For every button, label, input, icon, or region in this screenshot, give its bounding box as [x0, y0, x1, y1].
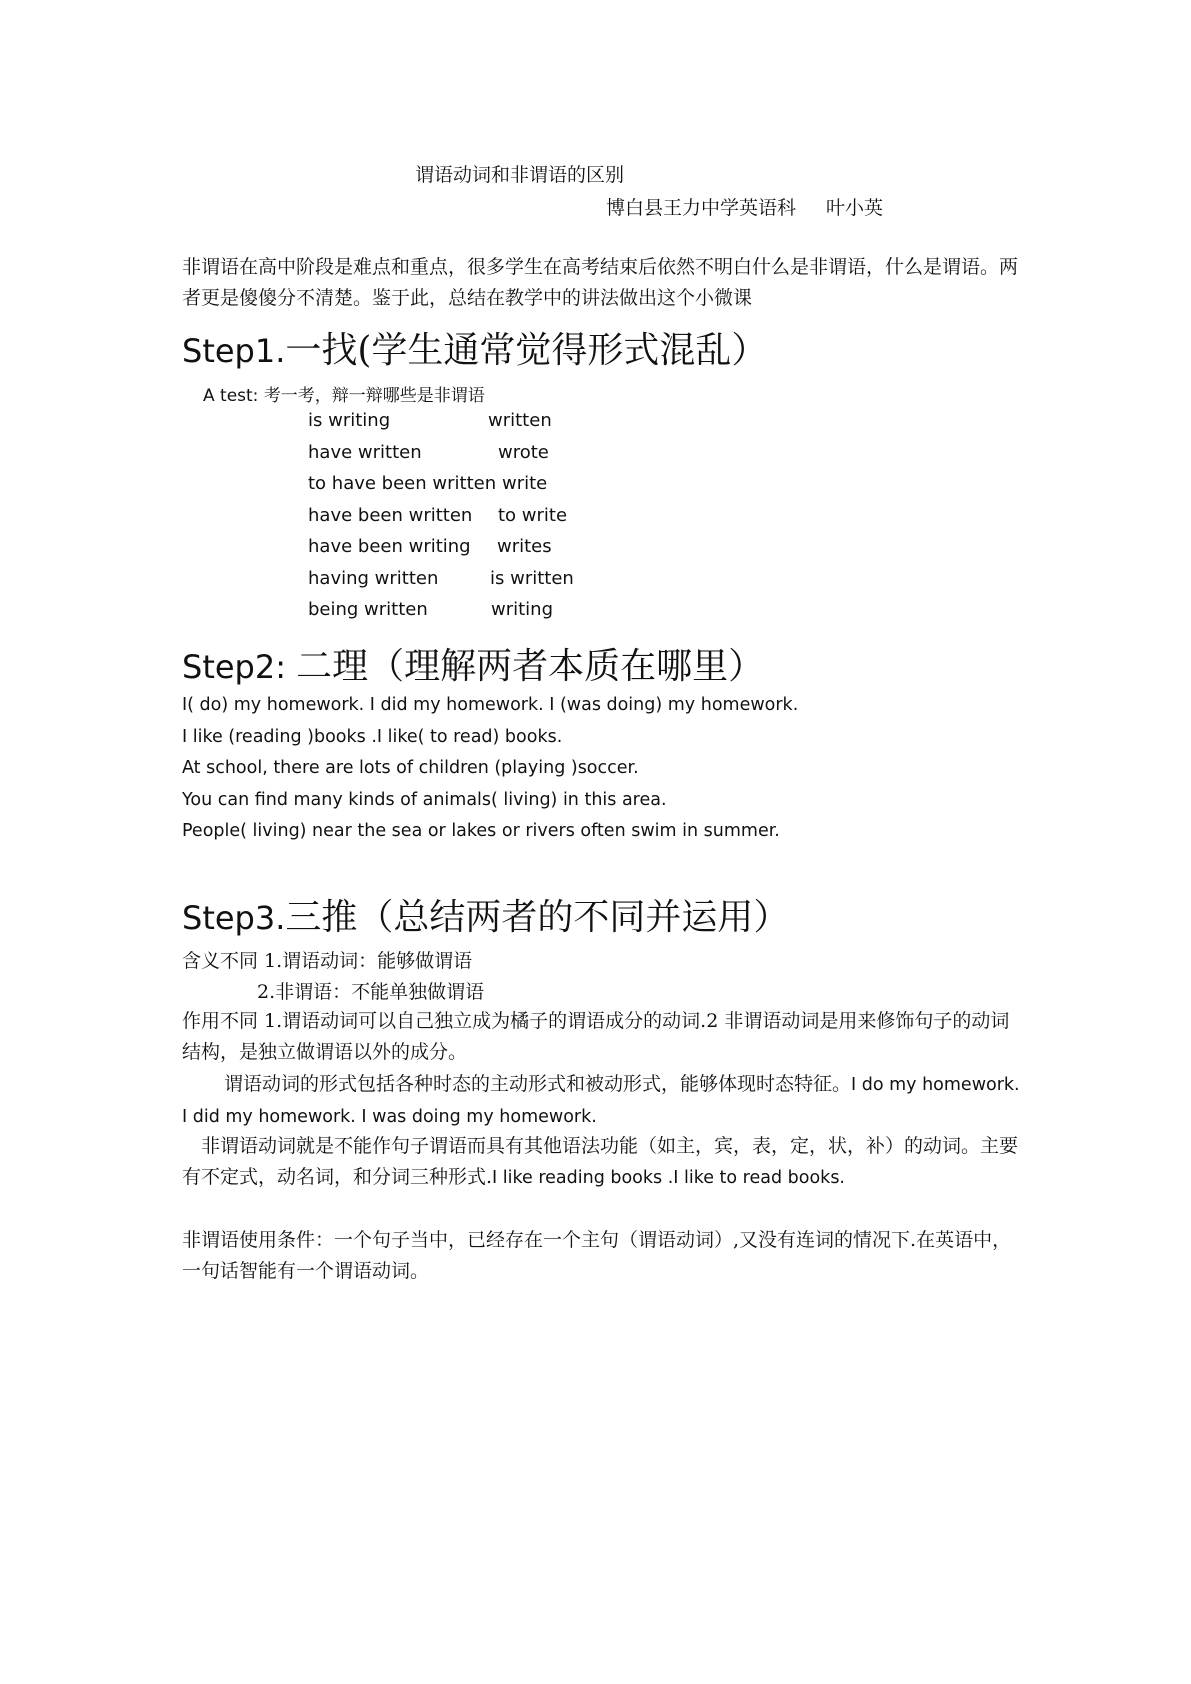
meaning-difference-1: 含义不同 1.谓语动词：能够做谓语: [182, 950, 473, 972]
verb-form-left: to have been written: [308, 473, 497, 494]
verb-form-right: is written: [490, 567, 574, 589]
nonpredicate-verb-cn: 非谓语动词就是不能作句子谓语而具有其他语法功能（如主，宾，表，定，状，补）的动词。主要有不定式，动名词，和分词三种形式.: [182, 1135, 1019, 1188]
example-sentence: I( do) my homework. I did my homework. I (was doing) my homework.: [182, 695, 799, 715]
example-sentences: [182, 695, 798, 853]
nonpredicate-usage-condition: 非谓语使用条件：一个句子当中，已经存在一个主句（谓语动词）,又没有连词的情况下.在英语中，一句话智能有一个谓语动词。: [182, 1229, 1012, 1282]
verb-form-right: write: [502, 473, 548, 494]
author-name: 叶小英: [826, 197, 884, 219]
nonpredicate-verb-explanation: [182, 1131, 1020, 1194]
verb-form-left: being written: [308, 599, 428, 620]
test-label: A test:: [203, 386, 264, 406]
verb-form-left: have written: [308, 441, 422, 463]
step1-heading: [182, 322, 767, 373]
verb-form-left: having written: [308, 567, 439, 589]
example-sentence: I like (reading )books .I like( to read) books.: [182, 726, 563, 747]
example-sentence: People( living) near the sea or lakes or rivers often swim in summer.: [182, 821, 780, 841]
nonpredicate-verb-example: I like reading books .I like to read books.: [492, 1168, 845, 1188]
predicate-verb-cn: 谓语动词的形式包括各种时态的主动形式和被动形式，能够体现时态特征。: [224, 1073, 852, 1095]
step2-text: 二理（理解两者本质在哪里）: [296, 646, 765, 687]
test-text: 考一考，辩一辩哪些是非谓语: [263, 386, 485, 406]
author-school: 博白县王力中学英语科: [606, 197, 797, 219]
step2-heading: [182, 638, 764, 689]
example-sentence: You can find many kinds of animals( living) in this area.: [182, 789, 667, 810]
verb-form-right: to write: [498, 504, 568, 526]
meaning-difference-2: 2.非谓语：不能单独做谓语: [257, 981, 485, 1003]
author-line: [606, 193, 883, 220]
step3-heading: [182, 889, 789, 940]
step1-text: 一找(学生通常觉得形式混乱）: [285, 330, 768, 371]
document-title: 谓语动词和非谓语的区别: [415, 164, 625, 186]
verb-form-left: have been writing: [308, 536, 471, 557]
step1-label: Step1.: [182, 332, 286, 370]
verb-form-right: wrote: [498, 441, 549, 463]
predicate-verb-example: I do my homework. I did my homework. I was doing my homework.: [182, 1075, 1020, 1127]
test-instruction: [203, 381, 485, 406]
example-sentence: At school, there are lots of children (playing )soccer.: [182, 758, 639, 778]
verb-form-left: have been written: [308, 504, 473, 526]
intro-paragraph: 非谓语在高中阶段是难点和重点，很多学生在高考结束后依然不明白什么是非谓语，什么是谓语。两者更是傻傻分不清楚。鉴于此，总结在教学中的讲法做出这个小微课: [182, 256, 1019, 309]
step3-label: Step3.: [182, 899, 286, 937]
role-difference: 作用不同 1.谓语动词可以自己独立成为橘子的谓语成分的动词.2 非谓语动词是用来修饰句子的动词结构，是独立做谓语以外的成分。: [182, 1010, 1010, 1063]
step3-text: 三推（总结两者的不同并运用）: [285, 897, 790, 938]
verb-form-right: written: [488, 410, 552, 431]
verb-form-left: is writing: [308, 410, 391, 431]
verb-form-right: writes: [497, 536, 552, 557]
verb-form-right: writing: [491, 599, 554, 620]
predicate-verb-explanation: [182, 1069, 1020, 1133]
step2-label: Step2:: [182, 648, 297, 686]
